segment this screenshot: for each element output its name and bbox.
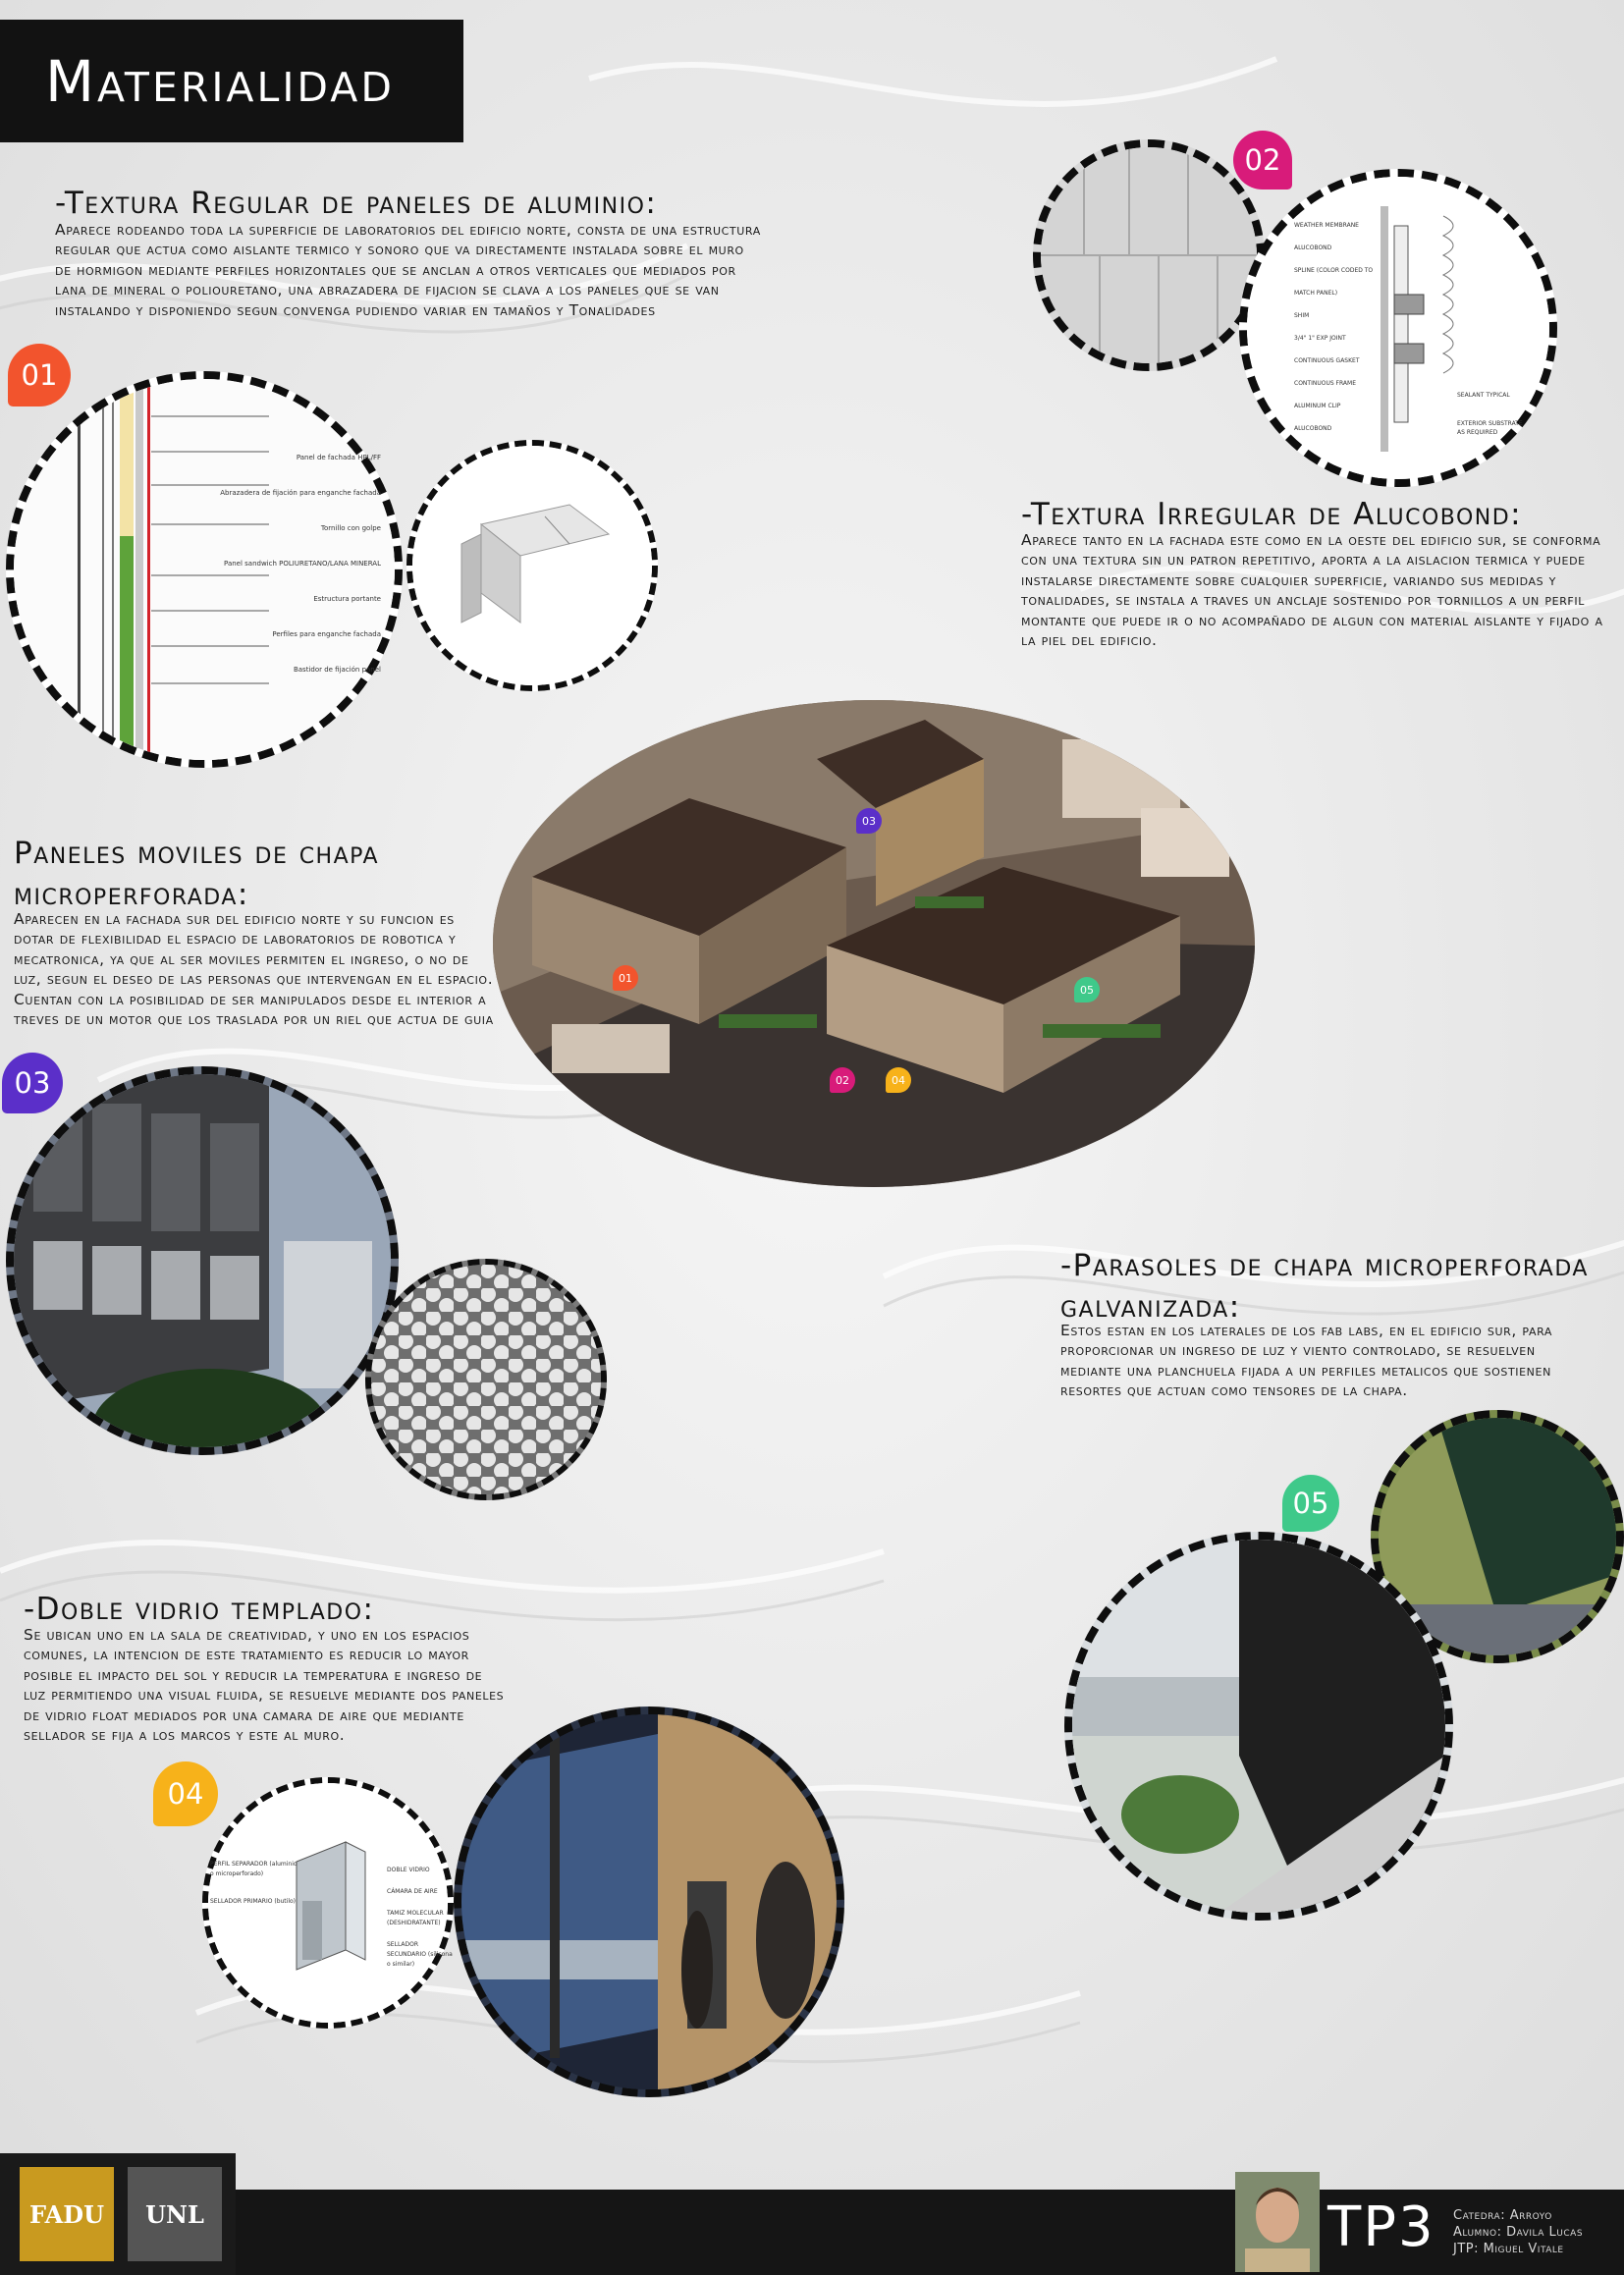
s5-body: Estos estan en los laterales de los fab labs, en el edificio sur, para proporcionar un ingreso de luz y viento controlado, se resuelven mediante una planchuela fijada a un perfiles metalicos que sostienen resortes que actuan como tensores de la chapa. <box>1060 1322 1553 1400</box>
badge-03: 03 <box>2 1053 63 1113</box>
s4-heading: -Doble vidrio templado: <box>24 1592 375 1627</box>
credit-catedra: Catedra: Arroyo <box>1453 2208 1552 2223</box>
alucobond-facade-image <box>1033 139 1265 371</box>
s3-heading: Paneles moviles de chapa microperforada: <box>14 836 380 912</box>
microperforated-sheet-image <box>365 1259 607 1500</box>
s5-heading: -Parasoles de chapa microperforada galvanizada: <box>1060 1248 1589 1325</box>
s1-heading: -Textura Regular de paneles de aluminio: <box>55 186 658 221</box>
s2-heading: -Textura Irregular de Alucobond: <box>1021 497 1523 532</box>
panel-section-labels: Panel de fachada HPL/FF Abrazadera de fijación para enganche fachada Tornillo con golpe Panel sandwich POLIURETANO/LANA MINERAL Estructura portante Perfiles para enganche fachada Bastidor de fijación panel <box>220 454 381 674</box>
student-avatar <box>1235 2172 1320 2272</box>
s4-body: Se ubican uno en la sala de creatividad, y uno en los espacios comunes, la intencion de este tratamiento es reducir lo mayor posible el impacto del sol y reducir la temperatura e ingreso de luz permitiendo una visual fluida, se resuelve mediante dos paneles de vidrio float mediados por una camara de aire que mediante sellador se fija a los marcos y este al muro. <box>24 1626 505 1745</box>
credits <box>1453 2207 1620 2257</box>
sunshade-render <box>1064 1532 1453 1921</box>
s2-body: Aparece tanto en la fachada este como en la oeste del edificio sur, se conforma con una textura sin un patron repetitivo, aporta a la aislacion termica y puede instalarse directamente sobre cualquier superficie, variando sus medidas y tonalidades, se instala a traves un anclaje sostenido por tornillos a un perfil montante que puede ir o no acompañado de algun con material aislante y fijado a la piel del edificio. <box>1021 531 1603 650</box>
title-banner <box>0 20 463 142</box>
badge-05: 05 <box>1282 1475 1339 1532</box>
alucobond-detail-labels: WEATHER MEMBRANE ALUCOBOND SPLINE (COLOR CODED TO MATCH PANEL) SHIM 3/4" 1" EXP JOINT CONTINUOUS GASKET CONTINUOUS FRAME ALUMINUM CLIP ALUCOBOND <box>1294 222 1374 432</box>
fadu-logo: FADU <box>20 2167 114 2261</box>
glass-labels-left: PERFIL SEPARADOR (aluminio o microperforado) SELLADOR PRIMARIO (butilo) <box>210 1861 298 1905</box>
aerial-marker-04: 04 <box>886 1067 911 1093</box>
aerial-render <box>493 700 1255 1187</box>
aerial-marker-03: 03 <box>856 808 882 834</box>
page-title: Materialidad <box>45 47 395 115</box>
aerial-marker-02: 02 <box>830 1067 855 1093</box>
sandwich-panel-image <box>406 440 658 691</box>
tp-number: TP3 <box>1327 2195 1435 2259</box>
movable-panels-photo <box>6 1066 399 1455</box>
badge-01: 01 <box>8 344 71 406</box>
alucobond-detail <box>1239 169 1557 487</box>
badge-04: 04 <box>153 1761 218 1826</box>
s3-body: Aparecen en la fachada sur del edificio norte y su funcion es dotar de flexibilidad el espacio de laboratorios de robotica y mecatronica, ya que al ser moviles permiten el ingreso, o no de luz, segun el deseo de las personas que intervengan en el espacio. Cuentan con la posibilidad de ser manipulados desde el interior a treves de un motor que los traslada por un riel que actua de guia <box>14 910 494 1029</box>
glass-labels-right: DOBLE VIDRIO CÁMARA DE AIRE TAMIZ MOLECULAR (DESHIDRATANTE) SELLADOR SECUNDARIO (silicona o similar) <box>387 1867 453 1968</box>
unl-logo: UNL <box>128 2167 222 2261</box>
badge-02: 02 <box>1233 131 1292 190</box>
aerial-marker-05: 05 <box>1074 977 1100 1002</box>
s1-body: Aparece rodeando toda la superficie de laboratorios del edificio norte, consta de una estructura regular que actua como aislante termico y sonoro que va directamente instalada sobre el muro de hormigon mediante perfiles horizontales que se anclan a otros verticales que mediados por lana de mineral o poliouretano, una abrazadera de fijacion se clava a los paneles que se van instalando y disponiendo segun convenga pudiendo variar en tamaños y Tonalidades <box>55 221 761 319</box>
double-glass-interior-render <box>454 1706 844 2097</box>
alucobond-detail-labels-right: SEALANT TYPICAL EXTERIOR SUBSTRATE AS REQUIRED <box>1457 392 1523 436</box>
credit-alumno: Alumno: Davila Lucas <box>1453 2225 1584 2240</box>
aerial-marker-01: 01 <box>613 965 638 991</box>
credit-jtp: JTP: Miguel Vitale <box>1453 2242 1564 2256</box>
